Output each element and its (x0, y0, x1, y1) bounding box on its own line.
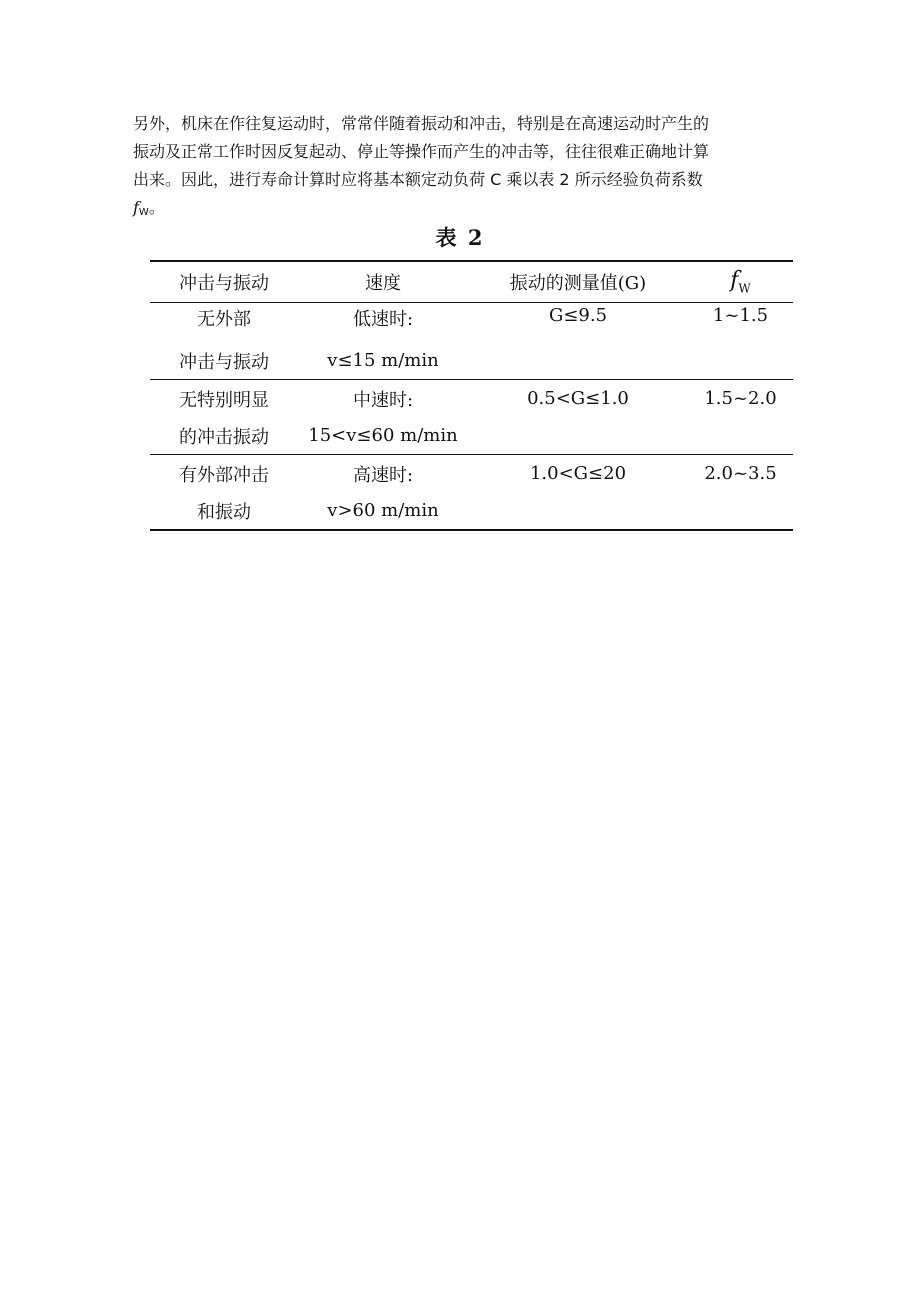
header-impact: 冲击与振动 (179, 273, 269, 294)
cell-empty (468, 417, 688, 455)
table-row (150, 342, 793, 380)
header-measure: 振动的测量值(G) (509, 273, 647, 294)
cell-empty (468, 492, 688, 530)
table-row (150, 380, 793, 418)
table-title: 表 2 (435, 225, 485, 250)
header-fw-subscript: W (738, 281, 751, 296)
cell-speed-line2: v>60 m/min (327, 500, 439, 521)
table-row (150, 455, 793, 493)
table-row (150, 492, 793, 530)
paragraph-line-2: 振动及正常工作时因反复起动、停止等操作而产生的冲击等，往往很难正确地计算 (133, 142, 710, 161)
cell-speed-line1: 中速时: (352, 389, 414, 411)
cell-fw: 1.5~2.0 (704, 388, 777, 409)
table-row-group-2 (150, 380, 793, 455)
fw-variable: f (133, 198, 139, 217)
cell-impact-line1: 无外部 (197, 309, 251, 330)
paragraph-line-3: 出来。因此，进行寿命计算时应将基本额定动负荷 C 乘以表 2 所示经验负荷系数 (133, 170, 703, 189)
cell-empty (688, 342, 793, 380)
cell-fw: 2.0~3.5 (704, 463, 777, 484)
header-fw-variable: f (730, 268, 739, 294)
cell-measure: 1.0<G≤20 (529, 463, 627, 484)
cell-measure: G≤9.5 (548, 305, 608, 326)
cell-speed-line1: 低速时: (352, 309, 414, 330)
body-paragraph (133, 110, 803, 227)
cell-speed-line2: 15<v≤60 m/min (308, 425, 458, 446)
header-speed: 速度 (365, 273, 401, 294)
cell-impact-line2: 冲击与振动 (179, 351, 269, 373)
paragraph-end-mark: 。 (148, 198, 165, 217)
cell-speed-line2: v≤15 m/min (327, 350, 439, 371)
cell-speed-line1: 高速时: (352, 464, 414, 486)
cell-empty (468, 342, 688, 380)
table-row (150, 303, 793, 343)
cell-empty (688, 417, 793, 455)
cell-measure: 0.5<G≤1.0 (527, 388, 629, 409)
load-factor-table (150, 260, 793, 531)
table-row-group-1 (150, 303, 793, 380)
cell-empty (688, 492, 793, 530)
header-fw (688, 261, 793, 303)
fw-subscript: W (138, 207, 149, 218)
cell-impact-line2: 的冲击振动 (179, 426, 269, 448)
cell-impact-line2: 和振动 (197, 501, 251, 523)
table-row-group-3 (150, 455, 793, 531)
table-header-row (150, 261, 793, 303)
cell-impact-line1: 无特别明显 (179, 389, 269, 411)
table-row (150, 417, 793, 455)
cell-fw: 1~1.5 (712, 305, 769, 326)
paragraph-line-1: 另外，机床在作往复运动时，常常伴随着振动和冲击，特别是在高速运动时产生的 (133, 114, 710, 133)
cell-impact-line1: 有外部冲击 (179, 464, 269, 486)
